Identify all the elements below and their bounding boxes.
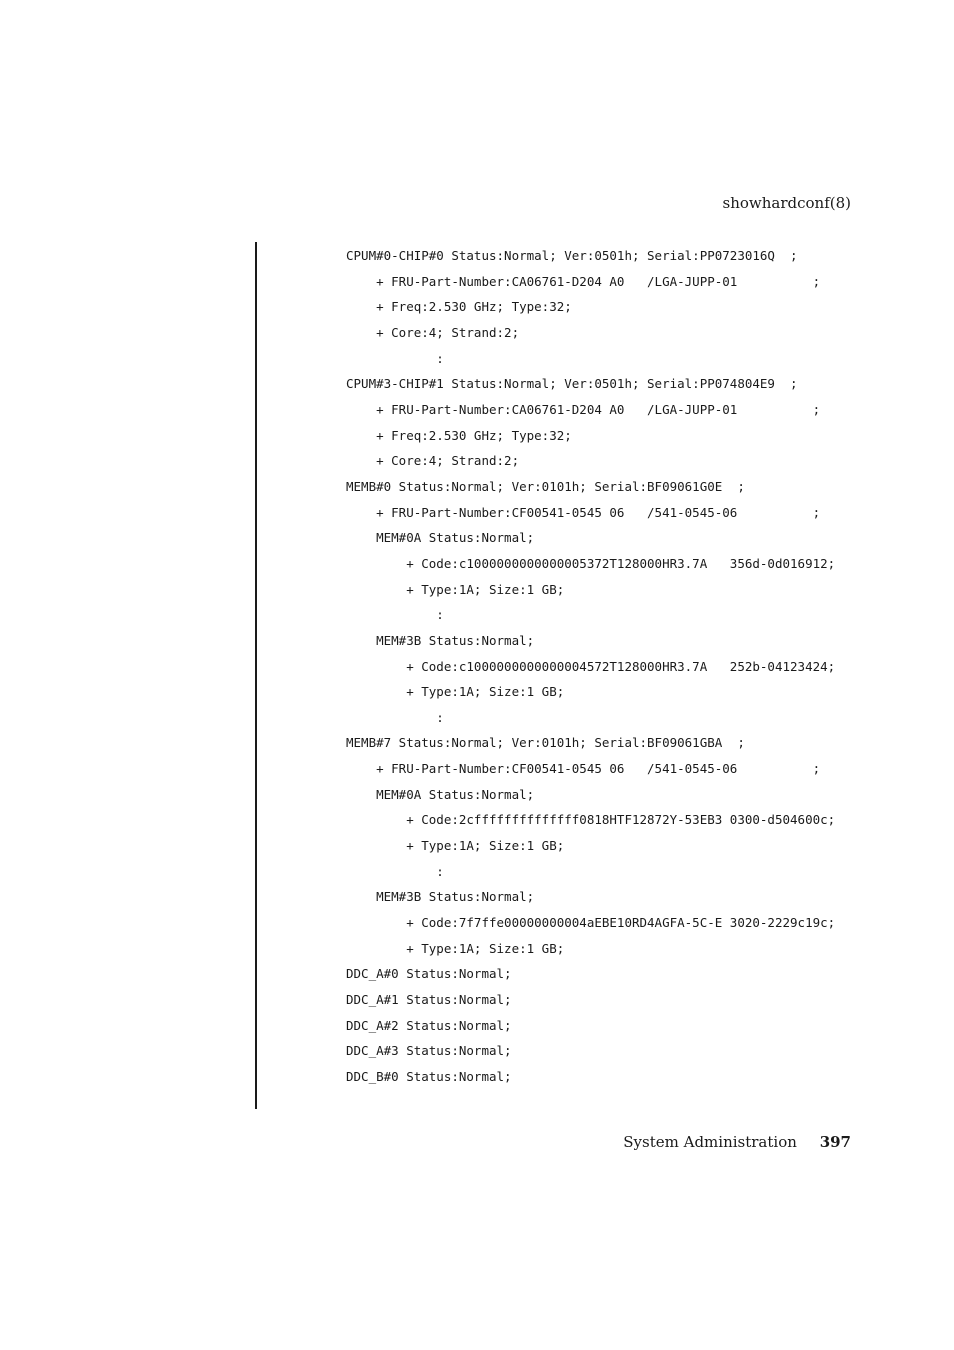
- code-line: MEM#0A Status:Normal;: [346, 530, 535, 546]
- page-number: 397: [819, 1133, 851, 1151]
- code-line: + FRU-Part-Number:CF00541-0545 06 /541-0545-06 ;: [346, 504, 821, 520]
- code-line: DDC_A#1 Status:Normal;: [346, 992, 512, 1008]
- code-line: + FRU-Part-Number:CA06761-D204 A0 /LGA-JUPP-01 ;: [346, 273, 821, 289]
- code-line: + Code:2cffffffffffffff0818HTF12872Y-53EB3 0300-d504600c;: [346, 812, 836, 828]
- code-line: + Code:c1000000000000005372T128000HR3.7A 356d-0d016912;: [346, 555, 836, 571]
- code-line: + Type:1A; Size:1 GB;: [346, 684, 565, 700]
- code-line: :: [346, 607, 444, 623]
- code-line: DDC_A#0 Status:Normal;: [346, 966, 512, 982]
- change-bar: [255, 242, 257, 1109]
- code-line: CPUM#0-CHIP#0 Status:Normal; Ver:0501h; Serial:PP0723016Q ;: [346, 248, 798, 263]
- footer-title: System Administration: [623, 1133, 797, 1151]
- code-line: + Code:c1000000000000004572T128000HR3.7A 252b-04123424;: [346, 658, 836, 674]
- code-line: + Freq:2.530 GHz; Type:32;: [346, 299, 572, 315]
- code-line: MEM#3B Status:Normal;: [346, 632, 535, 648]
- code-line: + Core:4; Strand:2;: [346, 453, 520, 469]
- code-line: DDC_B#0 Status:Normal;: [346, 1069, 512, 1084]
- code-line: :: [346, 709, 444, 725]
- running-head: showhardconf(8): [722, 194, 851, 212]
- code-line: + FRU-Part-Number:CA06761-D204 A0 /LGA-JUPP-01 ;: [346, 401, 821, 417]
- code-block: [346, 243, 835, 1090]
- code-line: :: [346, 350, 444, 366]
- code-line: + Code:7f7ffe00000000004aEBE10RD4AGFA-5C-E 3020-2229c19c;: [346, 915, 836, 931]
- code-line: + Type:1A; Size:1 GB;: [346, 940, 565, 956]
- code-line: MEMB#7 Status:Normal; Ver:0101h; Serial:BF09061GBA ;: [346, 735, 745, 751]
- code-line: DDC_A#3 Status:Normal;: [346, 1043, 512, 1059]
- code-line: + Type:1A; Size:1 GB;: [346, 838, 565, 854]
- code-line: + FRU-Part-Number:CF00541-0545 06 /541-0545-06 ;: [346, 761, 821, 777]
- code-line: MEM#3B Status:Normal;: [346, 889, 535, 905]
- code-line: DDC_A#2 Status:Normal;: [346, 1017, 512, 1033]
- code-line: + Core:4; Strand:2;: [346, 324, 520, 340]
- code-line: :: [346, 863, 444, 879]
- code-line: MEMB#0 Status:Normal; Ver:0101h; Serial:BF09061G0E ;: [346, 478, 745, 494]
- code-line: CPUM#3-CHIP#1 Status:Normal; Ver:0501h; Serial:PP074804E9 ;: [346, 376, 798, 392]
- code-line: + Freq:2.530 GHz; Type:32;: [346, 427, 572, 443]
- page-footer: [623, 1133, 851, 1151]
- code-line: MEM#0A Status:Normal;: [346, 786, 535, 802]
- code-line: + Type:1A; Size:1 GB;: [346, 581, 565, 597]
